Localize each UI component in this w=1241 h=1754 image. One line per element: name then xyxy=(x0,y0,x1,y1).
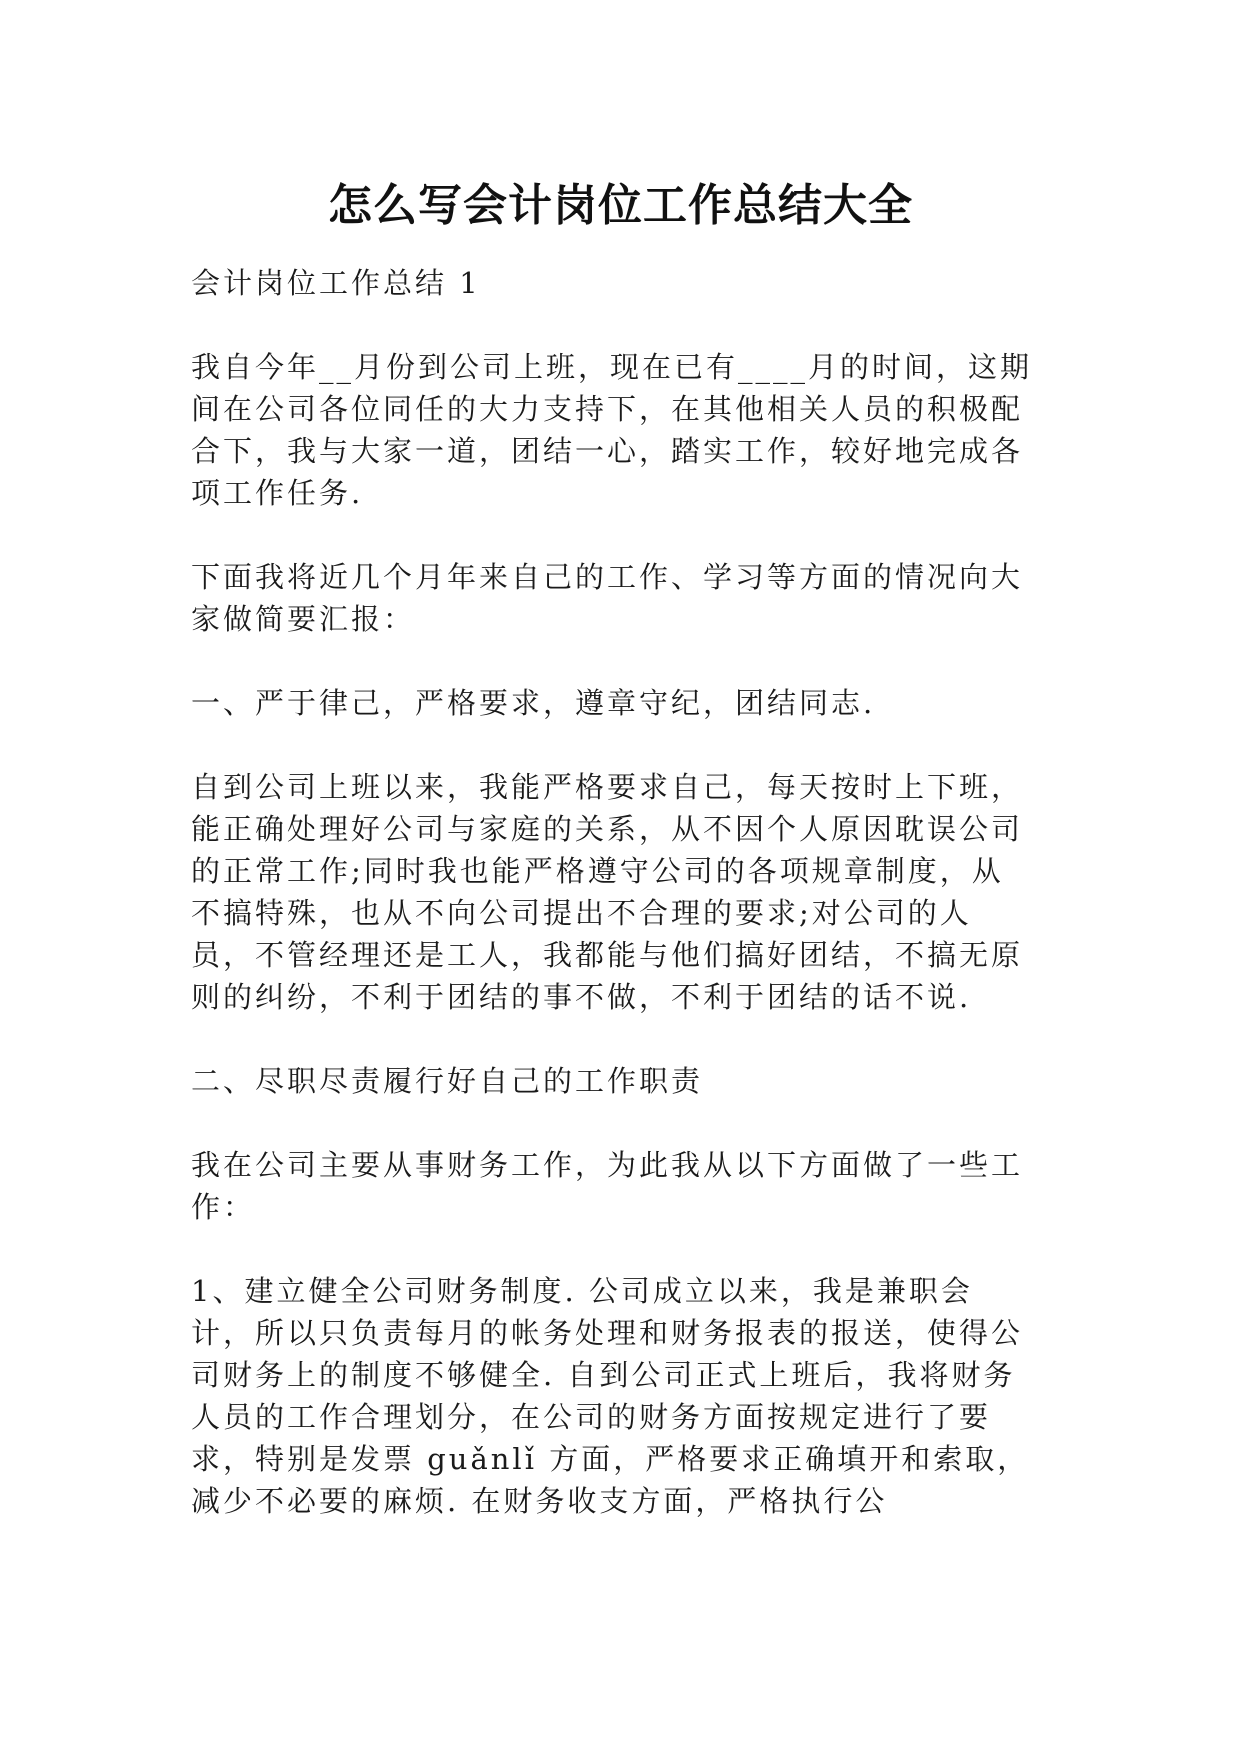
discipline-paragraph: 自到公司上班以来，我能严格要求自己，每天按时上下班，能正确处理好公司与家庭的关系，从不因个人原因耽误公司的正常工作;同时我也能严格遵守公司的各项规章制度，从不搞特殊，也从不向公司提出不合理的要求;对公司的人员，不管经理还是工人，我都能与他们搞好团结，不搞无原则的纠纷，不利于团结的事不做，不利于团结的话不说. xyxy=(191,770,1024,1014)
duties-lead-paragraph: 我在公司主要从事财务工作，为此我从以下方面做了一些工作： xyxy=(191,1148,1024,1224)
report-lead-paragraph: 下面我将近几个月年来自己的工作、学习等方面的情况向大家做简要汇报： xyxy=(191,560,1024,636)
document-body xyxy=(191,262,1033,1564)
finance-system-paragraph: 1、建立健全公司财务制度. 公司成立以来，我是兼职会计，所以只负责每月的帐务处理和财务报表的报送，使得公司财务上的制度不够健全. 自到公司正式上班后，我将财务人员的工作合理划分，在公司的财务方面按规定进行了要求，特别是发票 guǎnlǐ 方面，严格要求正确填开和索取，减少不必要的麻烦. 在财务收支方面，严格执行公 xyxy=(191,1274,1030,1518)
section-heading-summary-1: 会计岗位工作总结 1 xyxy=(191,266,481,300)
section-heading-discipline: 一、严于律己，严格要求，遵章守纪，团结同志. xyxy=(191,686,876,720)
document-title: 怎么写会计岗位工作总结大全 xyxy=(328,180,913,231)
section-heading-duties: 二、尽职尽责履行好自己的工作职责 xyxy=(191,1064,704,1098)
intro-paragraph: 我自今年__月份到公司上班，现在已有____月的时间，这期间在公司各位同任的大力支持下，在其他相关人员的积极配合下，我与大家一道，团结一心，踏实工作，较好地完成各项工作任务. xyxy=(191,350,1033,510)
